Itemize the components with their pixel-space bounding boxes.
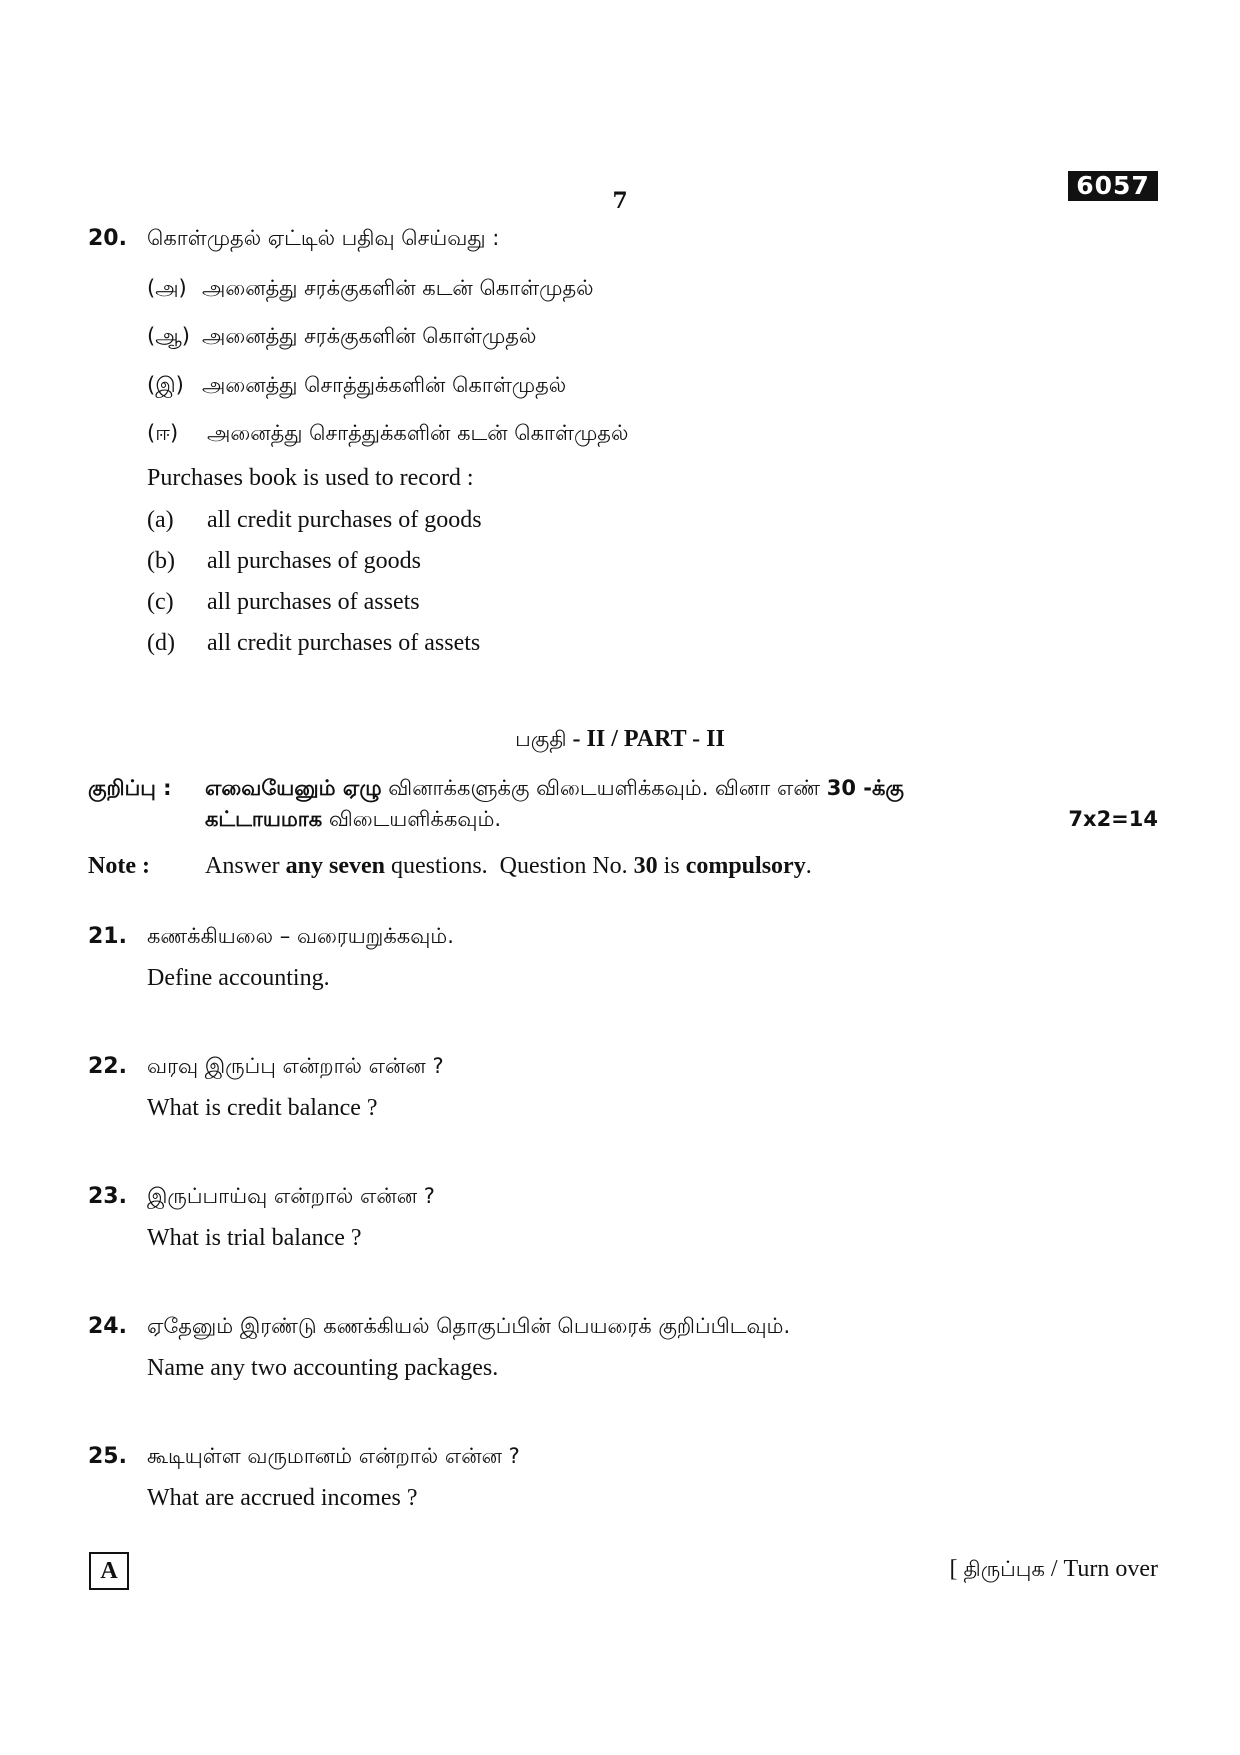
question-english: Name any two accounting packages. — [147, 1355, 499, 1381]
question-number: 21. — [88, 924, 127, 949]
option-text: அனைத்து சரக்குகளின் கொள்முதல் — [202, 324, 537, 348]
marks-allocation: 7x2=14 — [1068, 807, 1158, 831]
note-tamil-bold-any-seven: எவையேனும் ஏழு — [205, 776, 382, 800]
question-tamil: இருப்பாய்வு என்றால் என்ன ? — [147, 1184, 435, 1208]
q20-tamil-option-c — [147, 373, 566, 400]
q20-tamil-text: கொள்முதல் ஏட்டில் பதிவு செய்வது : — [147, 226, 500, 250]
question-tamil: ஏதேனும் இரண்டு கணக்கியல் தொகுப்பின் பெயரைக் குறிப்பிடவும். — [147, 1314, 791, 1338]
option-label: (ஈ) — [147, 421, 179, 445]
option-label: (அ) — [147, 276, 187, 300]
turn-over-bracket: [ — [949, 1556, 964, 1582]
note-english-text — [205, 853, 812, 880]
part-heading-sep: - — [566, 726, 587, 752]
question-number: 22. — [88, 1054, 127, 1079]
option-label: (d) — [147, 630, 175, 656]
question-22 — [88, 1054, 444, 1122]
note-tamil-text2: விடையளிக்கவும். — [322, 807, 502, 831]
option-label: (b) — [147, 548, 175, 574]
question-24 — [88, 1314, 790, 1382]
note-english — [88, 853, 812, 880]
series-box: A — [89, 1552, 129, 1590]
q20-english-option-c — [147, 589, 420, 616]
q20-english-question: Purchases book is used to record : — [147, 465, 474, 491]
note-tamil-line1 — [205, 776, 1158, 803]
note-bold: compulsory — [685, 853, 806, 879]
question-tamil: கூடியுள்ள வருமானம் என்றால் என்ன ? — [147, 1444, 520, 1468]
note-tamil — [88, 776, 1158, 834]
question-number: 25. — [88, 1444, 127, 1469]
question-english: Define accounting. — [147, 965, 330, 991]
question-25 — [88, 1444, 520, 1512]
question-english: What is trial balance ? — [147, 1225, 362, 1251]
question-23 — [88, 1184, 435, 1252]
note-tamil-bold-30: 30 -க்கு — [826, 776, 904, 800]
note-tamil-label: குறிப்பு : — [88, 776, 172, 800]
q20-number: 20. — [88, 226, 127, 251]
page-number: 7 — [612, 188, 628, 214]
question-english: What are accrued incomes ? — [147, 1485, 418, 1511]
note-text: questions. Question No. — [385, 853, 634, 879]
question-tamil: கணக்கியலை – வரையறுக்கவும். — [147, 924, 454, 948]
option-text: அனைத்து சரக்குகளின் கடன் கொள்முதல் — [202, 276, 594, 300]
question-number: 23. — [88, 1184, 127, 1209]
note-tamil-text1: வினாக்களுக்கு விடையளிக்கவும். வினா எண் — [381, 776, 827, 800]
option-label: (இ) — [147, 373, 184, 397]
option-label: (c) — [147, 589, 174, 615]
option-text: all credit purchases of assets — [207, 630, 481, 656]
note-text: . — [805, 853, 812, 879]
q20-tamil-option-d — [147, 421, 628, 448]
turn-over-tamil: திருப்புக — [963, 1557, 1045, 1581]
part-heading-tamil: பகுதி — [515, 727, 567, 751]
option-text: all credit purchases of goods — [207, 507, 482, 533]
q20-tamil-option-b — [147, 324, 536, 351]
option-text: all purchases of goods — [207, 548, 421, 574]
note-english-label: Note : — [88, 853, 150, 879]
option-text: all purchases of assets — [207, 589, 420, 615]
turn-over-note — [950, 1556, 1158, 1584]
part-heading — [0, 726, 1240, 754]
turn-over-english: / Turn over — [1044, 1556, 1158, 1582]
note-text: Answer — [205, 853, 286, 879]
q20-english-option-a — [147, 507, 482, 534]
note-tamil-bold-compulsory: கட்டாயமாக — [205, 807, 323, 831]
question-english: What is credit balance ? — [147, 1095, 378, 1121]
note-text: is — [657, 853, 686, 879]
question-number: 24. — [88, 1314, 127, 1339]
question-21 — [88, 924, 454, 992]
q20-english-option-b — [147, 548, 421, 575]
option-text: அனைத்து சொத்துக்களின் கொள்முதல் — [202, 373, 567, 397]
note-tamil-line2 — [205, 807, 1068, 834]
note-bold: 30 — [633, 853, 658, 879]
option-label: (ஆ) — [147, 324, 190, 348]
question-tamil: வரவு இருப்பு என்றால் என்ன ? — [147, 1054, 444, 1078]
q20-tamil-option-a — [147, 276, 594, 303]
option-label: (a) — [147, 507, 174, 533]
paper-code-badge: 6057 — [1068, 171, 1158, 201]
option-text: அனைத்து சொத்துக்களின் கடன் கொள்முதல் — [207, 421, 629, 445]
q20-tamil-question — [88, 226, 499, 253]
part-heading-english: II / PART - II — [586, 726, 725, 752]
q20-english-option-d — [147, 630, 480, 657]
note-bold: any seven — [285, 853, 385, 879]
